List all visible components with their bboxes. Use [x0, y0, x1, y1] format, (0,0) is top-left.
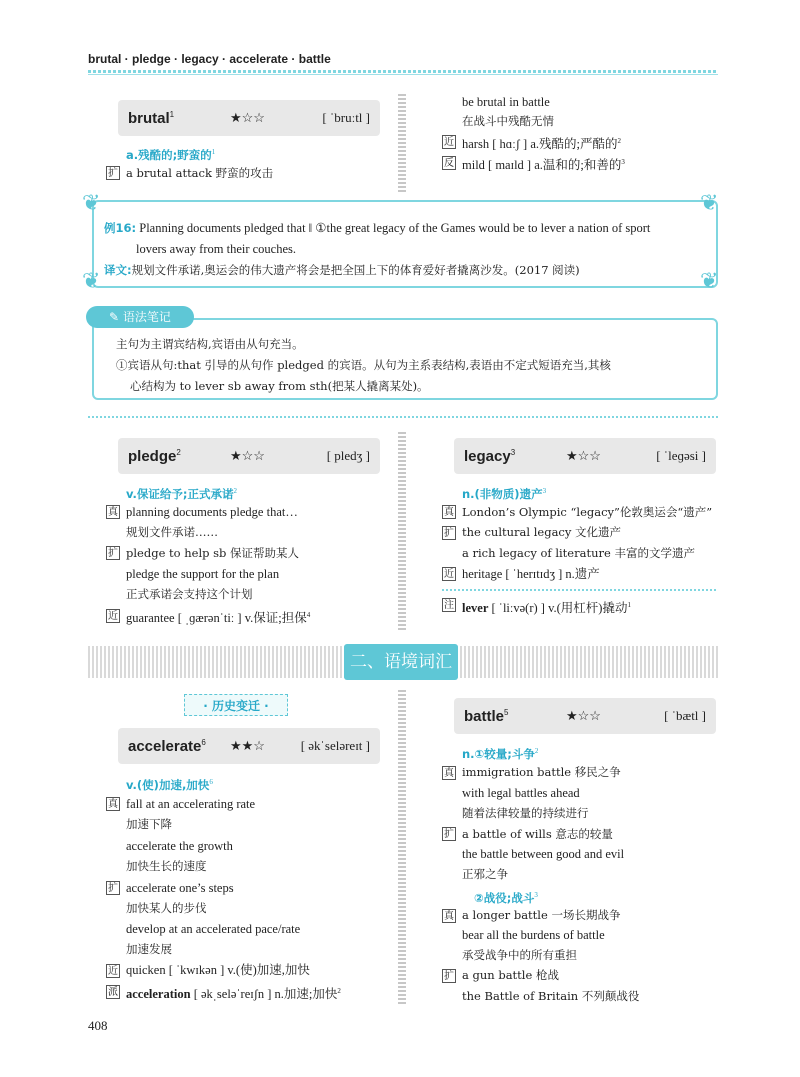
grammar-line: 主句为主谓宾结构,宾语由从句充当。 — [116, 337, 304, 351]
definition: v.保证给予;正式承诺$^2$ — [126, 487, 238, 502]
example: London’s Olympic “legacy”伦敦奥运会“遗产” — [462, 505, 713, 519]
example: pledge the support for the plan — [126, 567, 280, 581]
word-card-pledge — [118, 438, 380, 474]
synonym: heritage [ ˈherɪtɪdʒ ] n.遗产 — [462, 567, 600, 581]
zhen-tag: 真 — [444, 768, 454, 779]
phonetic: [ ˈbætl ] — [664, 708, 706, 723]
headword: brutal$^1$ — [128, 109, 175, 127]
example: the cultural legacy 文化遗产 — [462, 525, 622, 539]
kuo-tag: 扩 — [444, 829, 454, 840]
example: develop at an accelerated pace/rate — [126, 922, 301, 936]
jin-tag: 近 — [108, 611, 118, 622]
corner-ornament-icon: ❦ — [700, 268, 719, 293]
derivative: acceleration [ əkˌseləˈreɪʃn ] n.加速;加快$^2$ — [126, 987, 341, 1002]
example: a battle of wills 意志的较量 — [462, 827, 613, 841]
example-translation: 正式承诺会支持这个计划 — [126, 587, 253, 601]
example-translation: 承受战争中的所有重担 — [462, 948, 577, 962]
example-translation: 加速下降 — [126, 817, 172, 831]
example: be brutal in battle — [462, 95, 550, 109]
example: bear all the burdens of battle — [462, 928, 605, 942]
example-english-line2: lovers away from their couches. — [136, 242, 297, 256]
page-number: 408 — [88, 1018, 108, 1033]
zhen-tag: 真 — [108, 799, 118, 810]
frequency-stars: ★★☆ — [230, 738, 265, 753]
note: lever [ ˈliːvə(r) ] v.(用杠杆)撬动$^1$ — [462, 601, 631, 616]
header-rule — [88, 70, 718, 73]
jin-tag: 近 — [444, 137, 454, 148]
grammar-notes-tag: ✎ 语法笔记 — [86, 306, 194, 328]
example-translation: 正邪之争 — [462, 867, 508, 881]
example: immigration battle 移民之争 — [462, 765, 621, 779]
definition: n.①较量;斗争$^2$ — [462, 747, 539, 762]
phonetic: [ ˈbruːtl ] — [322, 110, 370, 125]
example: the battle between good and evil — [462, 847, 625, 861]
pai-tag: 派 — [108, 987, 118, 998]
frequency-stars: ★☆☆ — [566, 708, 601, 723]
jin-tag: 近 — [444, 569, 454, 580]
headword: pledge$^2$ — [128, 447, 181, 465]
antonym: mild [ maɪld ] a.温和的;和善的$^3$ — [462, 158, 625, 173]
example: pledge to help sb 保证帮助某人 — [126, 546, 300, 560]
subsection-title: · 历史变迁 · — [184, 694, 288, 716]
word-card-battle — [454, 698, 716, 734]
example: fall at an accelerating rate — [126, 797, 256, 811]
corner-ornament-icon: ❦ — [82, 268, 101, 293]
column-divider — [398, 690, 406, 1006]
example: a longer battle 一场长期战争 — [462, 908, 621, 922]
column-divider — [398, 94, 406, 192]
synonym: guarantee [ ˌɡærənˈtiː ] v.保证;担保$^4$ — [126, 611, 311, 626]
kuo-tag: 扩 — [108, 883, 118, 894]
headword: accelerate$^6$ — [128, 737, 206, 755]
headword: battle$^5$ — [464, 707, 509, 725]
example-translation: 加速发展 — [126, 942, 172, 956]
corner-ornament-icon: ❦ — [82, 190, 101, 215]
grammar-line: ①宾语从句:that 引导的从句作 pledged 的宾语。从句为主系表结构,表语由不定式短语充当,其核 — [116, 358, 611, 372]
grammar-line: 心结构为 to lever sb away from sth(把某人撬离某处)。 — [130, 379, 429, 393]
definition: v.(使)加速,加快$^6$ — [126, 778, 213, 793]
zhu-tag: 注 — [444, 600, 454, 611]
kuo-tag: 扩 — [444, 971, 454, 982]
kuo-tag: 扩 — [108, 168, 118, 179]
zhen-tag: 真 — [444, 911, 454, 922]
word-card-brutal — [118, 100, 380, 136]
example-translation: 加快某人的步伐 — [126, 901, 207, 915]
jin-tag: 近 — [108, 966, 118, 977]
running-header: brutal · pledge · legacy · accelerate · battle — [88, 52, 331, 66]
synonym: quicken [ ˈkwɪkən ] v.(使)加速,加快 — [126, 963, 310, 977]
frequency-stars: ★☆☆ — [230, 448, 265, 463]
word-card-legacy — [454, 438, 716, 474]
kuo-tag: 扩 — [444, 528, 454, 539]
phonetic: [ ˈleɡəsi ] — [656, 448, 706, 463]
frequency-stars: ★☆☆ — [566, 448, 601, 463]
header-rule-thin — [88, 74, 718, 75]
phonetic: [ əkˈseləreɪt ] — [300, 738, 370, 753]
section-title: 二、语境词汇 — [344, 644, 458, 680]
example-translation: 加快生长的速度 — [126, 859, 207, 873]
definition: n.(非物质)遗产$^3$ — [462, 487, 547, 502]
note-dotted-rule — [442, 589, 718, 591]
example-translation: 规划文件承诺…… — [126, 525, 218, 539]
example: with legal battles ahead — [462, 786, 580, 800]
corner-ornament-icon: ❦ — [700, 190, 719, 215]
section-dotted-rule — [88, 416, 718, 418]
headword: legacy$^3$ — [464, 447, 516, 465]
example: a gun battle 枪战 — [462, 968, 559, 982]
example-translation-line: 译文:规划文件承诺,奥运会的伟大遗产将会是把全国上下的体育爱好者撬离沙发。(2017 阅读) — [104, 263, 580, 277]
example: the Battle of Britain 不列颠战役 — [462, 989, 640, 1003]
example: planning documents pledge that… — [126, 505, 298, 519]
zhen-tag: 真 — [108, 507, 118, 518]
kuo-tag: 扩 — [108, 548, 118, 559]
example-english-line1: 例16: Planning documents pledged that ‖ ①the great legacy of the Games would be to lever a nation of sport — [104, 221, 651, 235]
frequency-stars: ★☆☆ — [230, 110, 265, 125]
example-translation: 随着法律较量的持续进行 — [462, 806, 589, 820]
example: a rich legacy of literature 丰富的文学遗产 — [462, 546, 695, 560]
example: a brutal attack 野蛮的攻击 — [126, 166, 274, 180]
synonym: harsh [ hɑːʃ ] a.残酷的;严酷的$^2$ — [462, 137, 621, 152]
definition: ②战役;战斗$^3$ — [474, 891, 538, 906]
definition: a.残酷的;野蛮的$^1$ — [126, 148, 216, 163]
example: accelerate the growth — [126, 839, 233, 853]
fan-tag: 反 — [444, 158, 454, 169]
phonetic: [ pledʒ ] — [326, 448, 370, 463]
example: accelerate one’s steps — [126, 881, 234, 895]
column-divider — [398, 432, 406, 632]
zhen-tag: 真 — [444, 507, 454, 518]
example-translation: 在战斗中残酷无情 — [462, 114, 554, 128]
word-card-accelerate — [118, 728, 380, 764]
